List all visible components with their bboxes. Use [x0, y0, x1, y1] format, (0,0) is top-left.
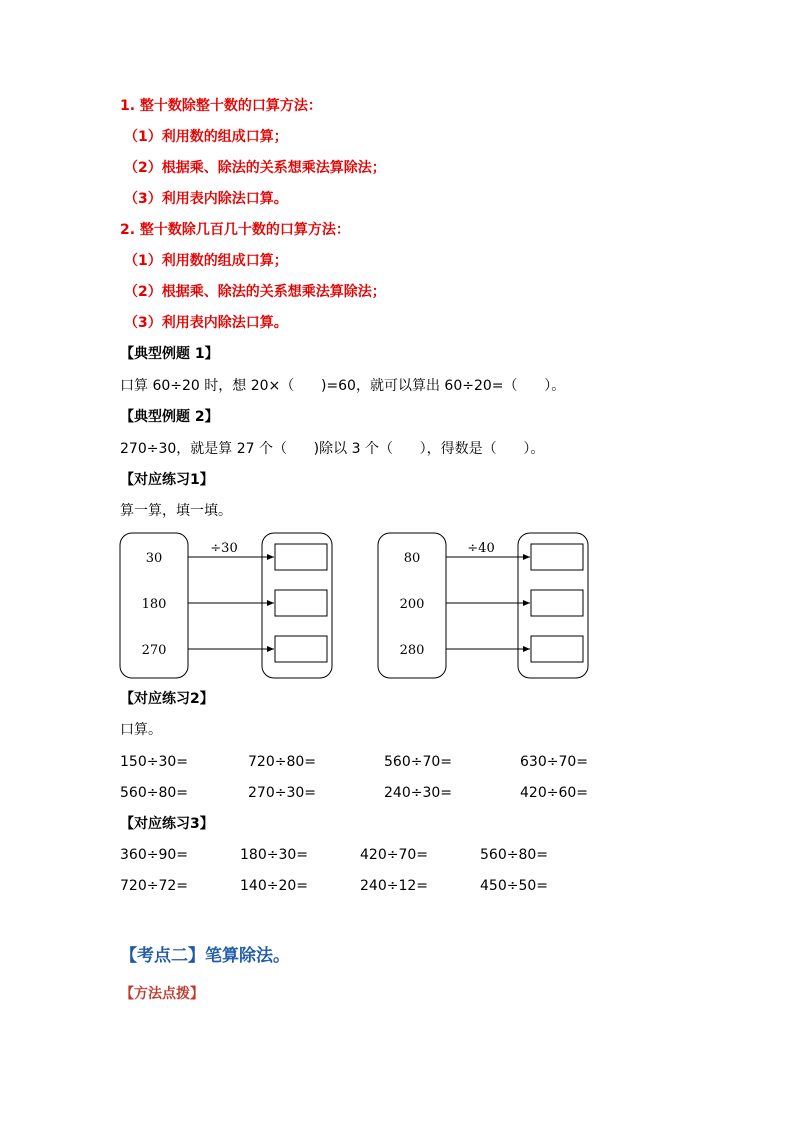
- section2-heading: 【考点二】笔算除法。: [120, 946, 290, 966]
- calc-problem: 240÷30=: [384, 785, 452, 801]
- calc-problem: 630÷70=: [520, 754, 588, 770]
- practice1-heading: 【对应练习1】: [120, 472, 214, 488]
- section2-subheading: 【方法点拨】: [120, 986, 204, 1002]
- input-value: 280: [399, 643, 425, 658]
- calc-problem: 450÷50=: [480, 878, 548, 894]
- method2-item-1: （1）利用数的组成口算；: [124, 253, 288, 269]
- calc-problem: 560÷80=: [480, 847, 548, 863]
- calc-problem: 140÷20=: [240, 878, 308, 894]
- mapping-diagram: [0, 528, 794, 688]
- operation-label: ÷40: [467, 541, 495, 556]
- answer-box[interactable]: [531, 636, 583, 662]
- practice3-heading: 【对应练习3】: [120, 816, 214, 832]
- calc-problem: 180÷30=: [240, 847, 308, 863]
- input-value: 180: [141, 597, 167, 612]
- calc-problem: 560÷70=: [384, 754, 452, 770]
- example1-heading: 【典型例题 1】: [120, 346, 219, 362]
- calc-problem: 560÷80=: [120, 785, 188, 801]
- calc-problem: 720÷72=: [120, 878, 188, 894]
- method1-title: 1. 整十数除整十数的口算方法：: [120, 98, 322, 114]
- answer-box[interactable]: [531, 590, 583, 616]
- method2-item-2: （2）根据乘、除法的关系想乘法算除法；: [124, 284, 386, 300]
- input-value: 30: [145, 551, 163, 566]
- example2-heading: 【典型例题 2】: [120, 409, 219, 425]
- calc-problem: 360÷90=: [120, 847, 188, 863]
- calc-problem: 240÷12=: [360, 878, 428, 894]
- method1-item-1: （1）利用数的组成口算；: [124, 129, 288, 145]
- answer-box[interactable]: [275, 590, 327, 616]
- example1-question: 口算 60÷20 时，想 20×（ )=60，就可以算出 60÷20=（ ）。: [120, 378, 566, 394]
- method2-title: 2. 整十数除几百几十数的口算方法：: [120, 222, 350, 238]
- practice2-heading: 【对应练习2】: [120, 691, 214, 707]
- calc-problem: 720÷80=: [248, 754, 316, 770]
- method2-item-3: （3）利用表内除法口算。: [124, 315, 288, 331]
- answer-box[interactable]: [531, 544, 583, 570]
- mapping-group-2: [378, 533, 588, 678]
- example2-question: 270÷30，就是算 27 个（ )除以 3 个（ ），得数是（ ）。: [120, 441, 545, 457]
- mapping-group-1: [120, 533, 332, 678]
- calc-problem: 270÷30=: [248, 785, 316, 801]
- input-value: 80: [403, 551, 421, 566]
- method1-item-2: （2）根据乘、除法的关系想乘法算除法；: [124, 160, 386, 176]
- calc-problem: 420÷60=: [520, 785, 588, 801]
- answer-box[interactable]: [275, 636, 327, 662]
- calc-problem: 420÷70=: [360, 847, 428, 863]
- input-value: 270: [141, 643, 167, 658]
- practice2-instruction: 口算。: [120, 722, 162, 738]
- answer-box[interactable]: [275, 544, 327, 570]
- input-value: 200: [399, 597, 425, 612]
- calc-problem: 150÷30=: [120, 754, 188, 770]
- operation-label: ÷30: [210, 541, 238, 556]
- practice1-instruction: 算一算，填一填。: [120, 503, 232, 519]
- method1-item-3: （3）利用表内除法口算。: [124, 191, 288, 207]
